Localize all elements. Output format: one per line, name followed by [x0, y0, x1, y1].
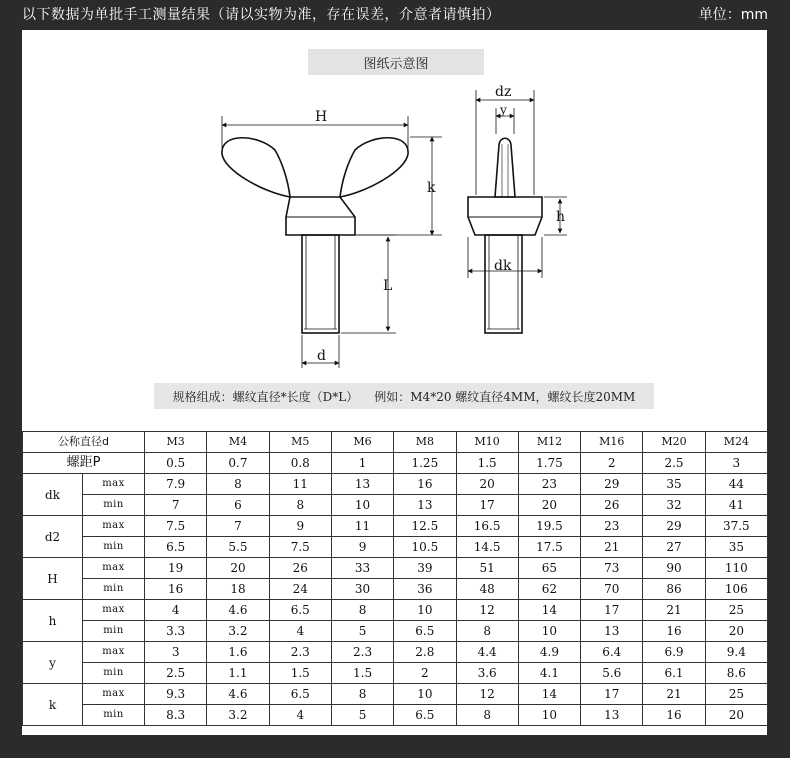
label-y: y [500, 103, 507, 117]
value-cell: 5.6 [581, 663, 643, 684]
value-cell: 7.5 [145, 516, 207, 537]
value-cell: 16 [145, 579, 207, 600]
max-label: max [83, 558, 145, 579]
max-label: max [83, 684, 145, 705]
size-header: M24 [705, 432, 767, 453]
value-cell: 10 [518, 705, 580, 726]
spec-format-box [154, 383, 654, 409]
spec-format-text: 规格组成：螺纹直径*长度（D*L） [172, 389, 359, 404]
value-cell: 12 [456, 684, 518, 705]
label-d2: dz [495, 84, 512, 100]
pitch-cell: 1.25 [394, 453, 456, 474]
pitch-cell: 0.5 [145, 453, 207, 474]
min-label: min [83, 537, 145, 558]
value-cell: 19.5 [518, 516, 580, 537]
pitch-cell: 1.75 [518, 453, 580, 474]
value-cell: 20 [705, 621, 767, 642]
value-cell: 3.2 [207, 621, 269, 642]
value-cell: 20 [518, 495, 580, 516]
value-cell: 16.5 [456, 516, 518, 537]
value-cell: 9 [331, 537, 393, 558]
value-cell: 6.5 [394, 705, 456, 726]
value-cell: 9 [269, 516, 331, 537]
nominal-diameter-header: 公称直径d [23, 432, 145, 453]
value-cell: 17 [456, 495, 518, 516]
size-header: M8 [394, 432, 456, 453]
table-row [23, 621, 768, 642]
table-row [23, 495, 768, 516]
value-cell: 29 [643, 516, 705, 537]
value-cell: 7 [207, 516, 269, 537]
page-header [0, 0, 790, 26]
value-cell: 70 [581, 579, 643, 600]
param-name: dk [23, 474, 83, 516]
value-cell: 13 [331, 474, 393, 495]
value-cell: 14.5 [456, 537, 518, 558]
value-cell: 8.6 [705, 663, 767, 684]
side-shank [485, 235, 522, 333]
value-cell: 35 [705, 537, 767, 558]
min-label: min [83, 579, 145, 600]
value-cell: 8.3 [145, 705, 207, 726]
value-cell: 32 [643, 495, 705, 516]
table-row [23, 705, 768, 726]
label-d: d [317, 348, 326, 364]
table-row [23, 579, 768, 600]
value-cell: 10 [331, 495, 393, 516]
front-shank [302, 235, 339, 333]
value-cell: 4.9 [518, 642, 580, 663]
value-cell: 14 [518, 684, 580, 705]
size-header: M10 [456, 432, 518, 453]
value-cell: 21 [581, 537, 643, 558]
table-row [23, 642, 768, 663]
value-cell: 3.2 [207, 705, 269, 726]
value-cell: 30 [331, 579, 393, 600]
value-cell: 2.3 [331, 642, 393, 663]
value-cell: 27 [643, 537, 705, 558]
value-cell: 8 [456, 705, 518, 726]
param-name: d2 [23, 516, 83, 558]
value-cell: 35 [643, 474, 705, 495]
spec-example-text: 例如：M4*20 螺纹直径4MM，螺纹长度20MM [374, 389, 636, 404]
value-cell: 44 [705, 474, 767, 495]
pitch-cell: 0.7 [207, 453, 269, 474]
value-cell: 4.6 [207, 684, 269, 705]
value-cell: 2.8 [394, 642, 456, 663]
unit-label: 单位：mm [698, 7, 768, 23]
value-cell: 6.5 [269, 600, 331, 621]
value-cell: 1.1 [207, 663, 269, 684]
label-L: L [383, 278, 393, 294]
drawing-caption: 图纸示意图 [308, 49, 484, 75]
value-cell: 17.5 [518, 537, 580, 558]
value-cell: 2.3 [269, 642, 331, 663]
value-cell: 6.5 [269, 684, 331, 705]
value-cell: 1.5 [331, 663, 393, 684]
technical-drawing [22, 30, 767, 380]
value-cell: 12 [456, 600, 518, 621]
side-fin [495, 138, 515, 197]
value-cell: 14 [518, 600, 580, 621]
value-cell: 2.5 [145, 663, 207, 684]
size-header: M16 [581, 432, 643, 453]
table-row [23, 684, 768, 705]
value-cell: 21 [643, 600, 705, 621]
max-label: max [83, 600, 145, 621]
value-cell: 9.4 [705, 642, 767, 663]
value-cell: 37.5 [705, 516, 767, 537]
min-label: min [83, 663, 145, 684]
label-h: h [556, 209, 566, 225]
side-view [468, 138, 542, 333]
size-header: M4 [207, 432, 269, 453]
value-cell: 4 [269, 621, 331, 642]
size-header: M5 [269, 432, 331, 453]
value-cell: 24 [269, 579, 331, 600]
front-right-wing [340, 138, 408, 197]
pitch-cell: 2 [581, 453, 643, 474]
value-cell: 10 [518, 621, 580, 642]
value-cell: 73 [581, 558, 643, 579]
dimension-table [22, 431, 768, 726]
table-row [23, 558, 768, 579]
value-cell: 6.9 [643, 642, 705, 663]
value-cell: 36 [394, 579, 456, 600]
label-H: H [315, 109, 328, 125]
value-cell: 39 [394, 558, 456, 579]
side-dimensions [468, 90, 567, 278]
value-cell: 10 [394, 600, 456, 621]
value-cell: 48 [456, 579, 518, 600]
value-cell: 90 [643, 558, 705, 579]
value-cell: 5 [331, 621, 393, 642]
size-header: M6 [331, 432, 393, 453]
min-label: min [83, 621, 145, 642]
value-cell: 11 [331, 516, 393, 537]
table-row [23, 474, 768, 495]
param-name: k [23, 684, 83, 726]
table-row [23, 516, 768, 537]
value-cell: 5.5 [207, 537, 269, 558]
value-cell: 8 [331, 684, 393, 705]
value-cell: 1.5 [269, 663, 331, 684]
value-cell: 51 [456, 558, 518, 579]
value-cell: 11 [269, 474, 331, 495]
value-cell: 18 [207, 579, 269, 600]
max-label: max [83, 642, 145, 663]
value-cell: 20 [705, 705, 767, 726]
value-cell: 29 [581, 474, 643, 495]
value-cell: 23 [581, 516, 643, 537]
value-cell: 6 [207, 495, 269, 516]
pitch-cell: 0.8 [269, 453, 331, 474]
value-cell: 17 [581, 600, 643, 621]
spec-panel [22, 30, 767, 735]
front-dimensions [222, 116, 442, 368]
value-cell: 8 [331, 600, 393, 621]
label-k: k [427, 180, 436, 196]
value-cell: 86 [643, 579, 705, 600]
value-cell: 62 [518, 579, 580, 600]
value-cell: 2 [394, 663, 456, 684]
value-cell: 6.1 [643, 663, 705, 684]
value-cell: 25 [705, 684, 767, 705]
value-cell: 13 [581, 621, 643, 642]
min-label: min [83, 495, 145, 516]
value-cell: 21 [643, 684, 705, 705]
value-cell: 106 [705, 579, 767, 600]
value-cell: 8 [456, 621, 518, 642]
measurement-note: 以下数据为单批手工测量结果（请以实物为准，存在误差，介意者请慎拍） [22, 7, 501, 23]
label-dk: dk [494, 258, 512, 274]
value-cell: 20 [456, 474, 518, 495]
param-name: h [23, 600, 83, 642]
value-cell: 23 [518, 474, 580, 495]
table-row [23, 537, 768, 558]
value-cell: 9.3 [145, 684, 207, 705]
value-cell: 5 [331, 705, 393, 726]
max-label: max [83, 516, 145, 537]
value-cell: 13 [581, 705, 643, 726]
value-cell: 20 [207, 558, 269, 579]
pitch-row [23, 453, 768, 474]
value-cell: 6.4 [581, 642, 643, 663]
table-row [23, 600, 768, 621]
value-cell: 16 [643, 705, 705, 726]
value-cell: 6.5 [394, 621, 456, 642]
value-cell: 4.6 [207, 600, 269, 621]
max-label: max [83, 474, 145, 495]
pitch-cell: 1.5 [456, 453, 518, 474]
side-body [468, 197, 542, 235]
value-cell: 8 [207, 474, 269, 495]
value-cell: 7.5 [269, 537, 331, 558]
value-cell: 17 [581, 684, 643, 705]
value-cell: 65 [518, 558, 580, 579]
front-body [286, 197, 355, 235]
value-cell: 33 [331, 558, 393, 579]
value-cell: 16 [643, 621, 705, 642]
table-row [23, 663, 768, 684]
value-cell: 3 [145, 642, 207, 663]
size-header: M20 [643, 432, 705, 453]
front-left-wing [222, 138, 290, 197]
value-cell: 7 [145, 495, 207, 516]
pitch-cell: 1 [331, 453, 393, 474]
value-cell: 110 [705, 558, 767, 579]
value-cell: 7.9 [145, 474, 207, 495]
value-cell: 3.3 [145, 621, 207, 642]
pitch-label: 螺距P [23, 453, 145, 474]
pitch-cell: 3 [705, 453, 767, 474]
pitch-cell: 2.5 [643, 453, 705, 474]
value-cell: 1.6 [207, 642, 269, 663]
value-cell: 10.5 [394, 537, 456, 558]
value-cell: 19 [145, 558, 207, 579]
table-header-row [23, 432, 768, 453]
value-cell: 12.5 [394, 516, 456, 537]
value-cell: 16 [394, 474, 456, 495]
param-name: y [23, 642, 83, 684]
value-cell: 4 [269, 705, 331, 726]
size-header: M3 [145, 432, 207, 453]
min-label: min [83, 705, 145, 726]
size-header: M12 [518, 432, 580, 453]
value-cell: 26 [581, 495, 643, 516]
value-cell: 41 [705, 495, 767, 516]
value-cell: 8 [269, 495, 331, 516]
value-cell: 26 [269, 558, 331, 579]
value-cell: 25 [705, 600, 767, 621]
value-cell: 3.6 [456, 663, 518, 684]
value-cell: 4.1 [518, 663, 580, 684]
value-cell: 10 [394, 684, 456, 705]
value-cell: 13 [394, 495, 456, 516]
value-cell: 4 [145, 600, 207, 621]
value-cell: 6.5 [145, 537, 207, 558]
param-name: H [23, 558, 83, 600]
value-cell: 4.4 [456, 642, 518, 663]
